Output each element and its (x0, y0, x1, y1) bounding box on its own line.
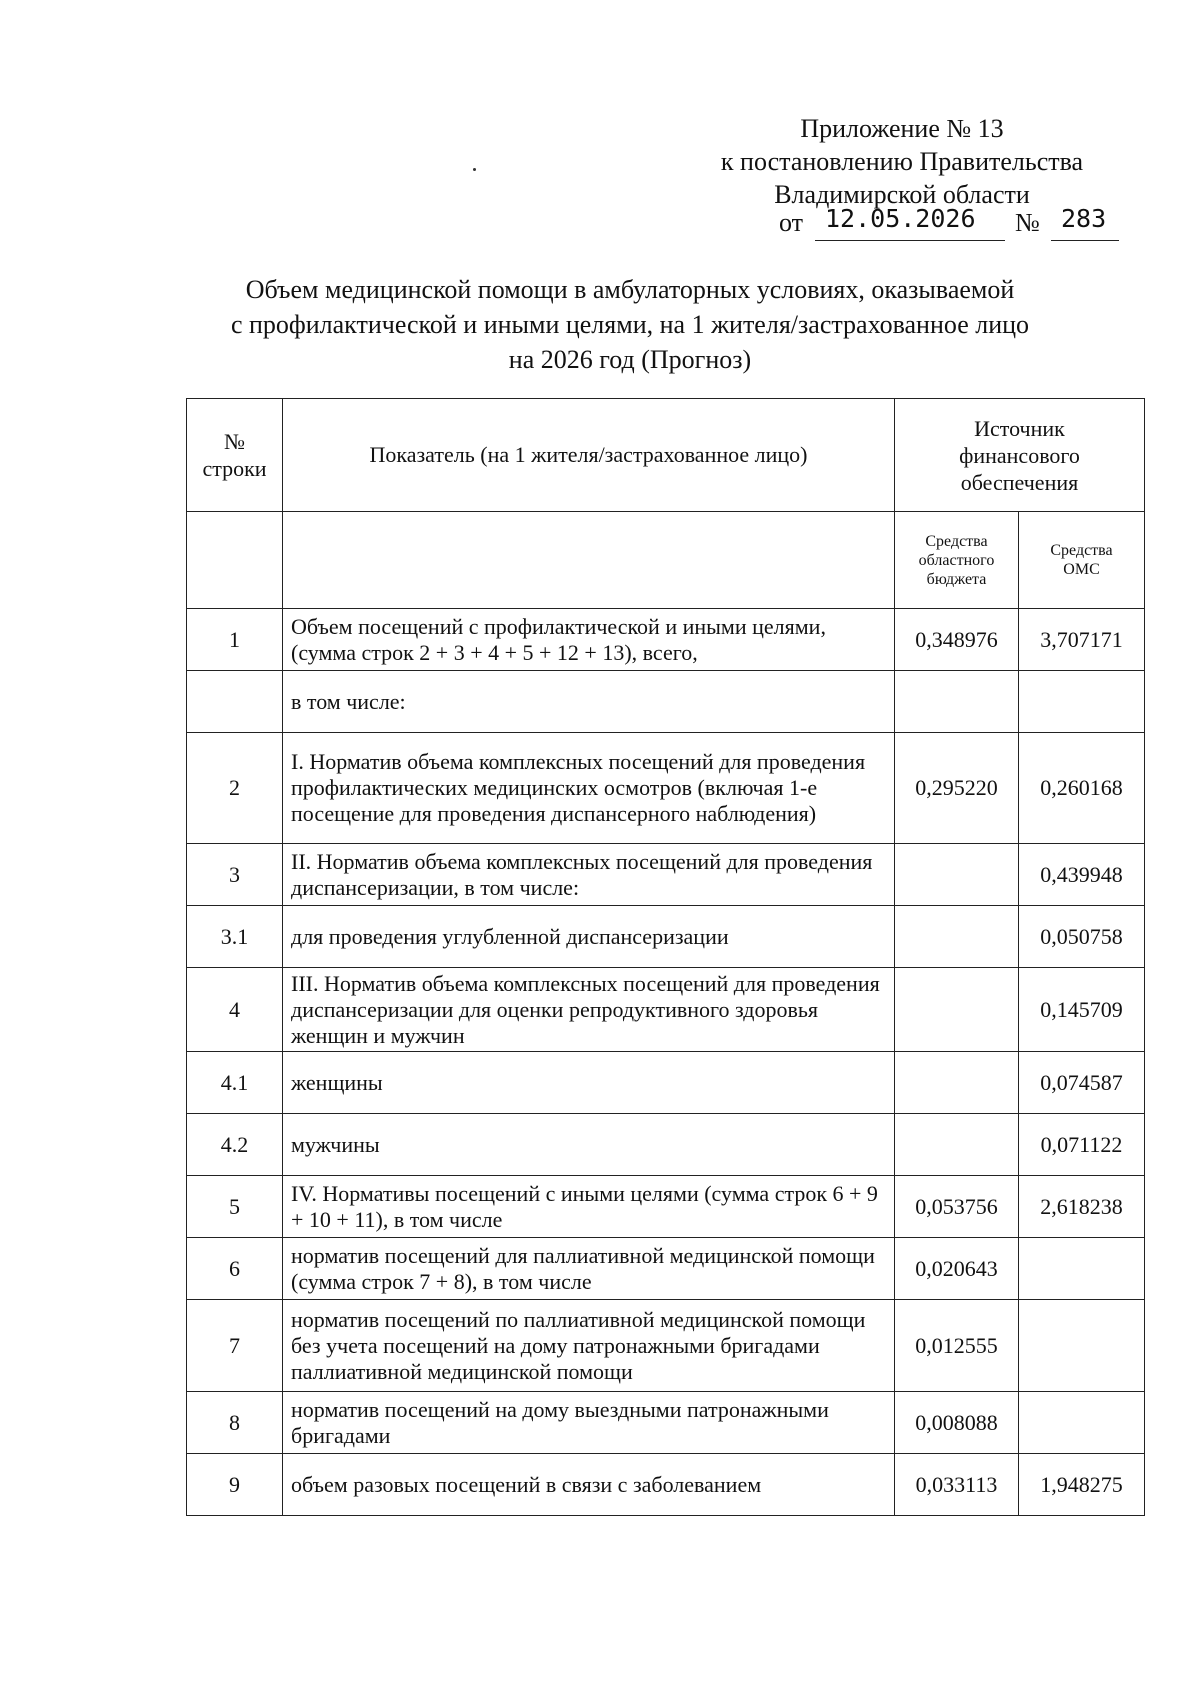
row-number (187, 671, 283, 733)
row-budget-value: 0,012555 (895, 1300, 1019, 1392)
header-indicator: Показатель (на 1 жителя/застрахованное лицо) (283, 399, 895, 512)
table-row (187, 671, 1145, 733)
row-number: 7 (187, 1300, 283, 1392)
appendix-block (692, 112, 1112, 211)
row-indicator: III. Норматив объема комплексных посещений для проведения диспансеризации для оценки репродуктивного здоровья женщин и мужчин (283, 968, 895, 1052)
number-prefix: № (1015, 208, 1040, 237)
row-oms-value: 0,071122 (1019, 1114, 1145, 1176)
scan-speck (473, 168, 476, 171)
row-budget-value: 0,008088 (895, 1392, 1019, 1454)
row-budget-value: 0,348976 (895, 609, 1019, 671)
row-oms-value: 1,948275 (1019, 1454, 1145, 1516)
volume-table (186, 398, 1145, 1516)
table-row (187, 906, 1145, 968)
row-oms-value: 3,707171 (1019, 609, 1145, 671)
table-subheader-row (187, 512, 1145, 609)
row-indicator: объем разовых посещений в связи с заболеванием (283, 1454, 895, 1516)
table-row (187, 609, 1145, 671)
row-number: 4 (187, 968, 283, 1052)
row-budget-value (895, 906, 1019, 968)
header-oms: Средства ОМС (1019, 512, 1145, 609)
row-number: 4.1 (187, 1052, 283, 1114)
row-indicator: I. Норматив объема комплексных посещений для проведения профилактических медицинских осмотров (включая 1-е посещение для проведения диспансерного наблюдения) (283, 733, 895, 844)
row-number: 3 (187, 844, 283, 906)
row-indicator: IV. Нормативы посещений с иными целями (сумма строк 6 + 9 + 10 + 11), в том числе (283, 1176, 895, 1238)
row-oms-value: 0,074587 (1019, 1052, 1145, 1114)
row-indicator: женщины (283, 1052, 895, 1114)
row-oms-value: 0,050758 (1019, 906, 1145, 968)
date-prefix: от (779, 208, 804, 237)
row-budget-value (895, 968, 1019, 1052)
table-row (187, 1454, 1145, 1516)
title-line-2: с профилактической и иными целями, на 1 жителя/застрахованное лицо (230, 310, 1030, 339)
row-number: 5 (187, 1176, 283, 1238)
row-indicator: норматив посещений для паллиативной медицинской помощи (сумма строк 7 + 8), в том числе (283, 1238, 895, 1300)
row-budget-value: 0,033113 (895, 1454, 1019, 1516)
row-number: 6 (187, 1238, 283, 1300)
table-row (187, 1114, 1145, 1176)
title-line-3: на 2026 год (Прогноз) (508, 345, 752, 374)
table-row (187, 733, 1145, 844)
header-row-number: № строки (187, 399, 283, 512)
date-underline (815, 240, 1005, 241)
row-oms-value (1019, 1300, 1145, 1392)
table-row (187, 1052, 1145, 1114)
appendix-resolution: к постановлению Правительства (720, 147, 1084, 176)
row-oms-value: 0,145709 (1019, 968, 1145, 1052)
row-oms-value (1019, 1392, 1145, 1454)
subheader-empty-indicator (283, 512, 895, 609)
row-budget-value: 0,053756 (895, 1176, 1019, 1238)
row-indicator: II. Норматив объема комплексных посещений для проведения диспансеризации, в том числе: (283, 844, 895, 906)
table-row (187, 968, 1145, 1052)
table-row (187, 1392, 1145, 1454)
row-number: 1 (187, 609, 283, 671)
table-header-row (187, 399, 1145, 512)
row-oms-value: 2,618238 (1019, 1176, 1145, 1238)
row-indicator: Объем посещений с профилактической и иными целями, (сумма строк 2 + 3 + 4 + 5 + 12 + 13), всего, (283, 609, 895, 671)
row-indicator: для проведения углубленной диспансеризации (283, 906, 895, 968)
row-budget-value (895, 671, 1019, 733)
row-budget-value (895, 1114, 1019, 1176)
header-funding-source: Источник финансового обеспечения (895, 399, 1145, 512)
row-budget-value: 0,295220 (895, 733, 1019, 844)
appendix-number: Приложение № 13 (800, 114, 1004, 143)
row-indicator: норматив посещений на дому выездными патронажными бригадами (283, 1392, 895, 1454)
row-budget-value (895, 844, 1019, 906)
row-budget-value (895, 1052, 1019, 1114)
date-value: 12.05.2026 (825, 204, 976, 233)
header-regional-budget: Средства областного бюджета (895, 512, 1019, 609)
table-row (187, 844, 1145, 906)
number-value: 283 (1061, 204, 1107, 233)
row-oms-value (1019, 671, 1145, 733)
document-title (150, 272, 1110, 377)
row-number: 4.2 (187, 1114, 283, 1176)
row-number: 3.1 (187, 906, 283, 968)
number-underline (1051, 240, 1119, 241)
row-number: 8 (187, 1392, 283, 1454)
row-oms-value (1019, 1238, 1145, 1300)
row-indicator: в том числе: (283, 671, 895, 733)
row-number: 9 (187, 1454, 283, 1516)
row-indicator: норматив посещений по паллиативной медицинской помощи без учета посещений на дому патронажными бригадами паллиативной медицинской помощи (283, 1300, 895, 1392)
table-row (187, 1238, 1145, 1300)
title-line-1: Объем медицинской помощи в амбулаторных условиях, оказываемой (245, 275, 1015, 304)
row-oms-value: 0,260168 (1019, 733, 1145, 844)
row-indicator: мужчины (283, 1114, 895, 1176)
table-row (187, 1176, 1145, 1238)
table-row (187, 1300, 1145, 1392)
row-oms-value: 0,439948 (1019, 844, 1145, 906)
row-budget-value: 0,020643 (895, 1238, 1019, 1300)
subheader-empty-number (187, 512, 283, 609)
date-number-row (779, 204, 1119, 244)
row-number: 2 (187, 733, 283, 844)
appendix-region: Владимирской области (774, 180, 1030, 209)
